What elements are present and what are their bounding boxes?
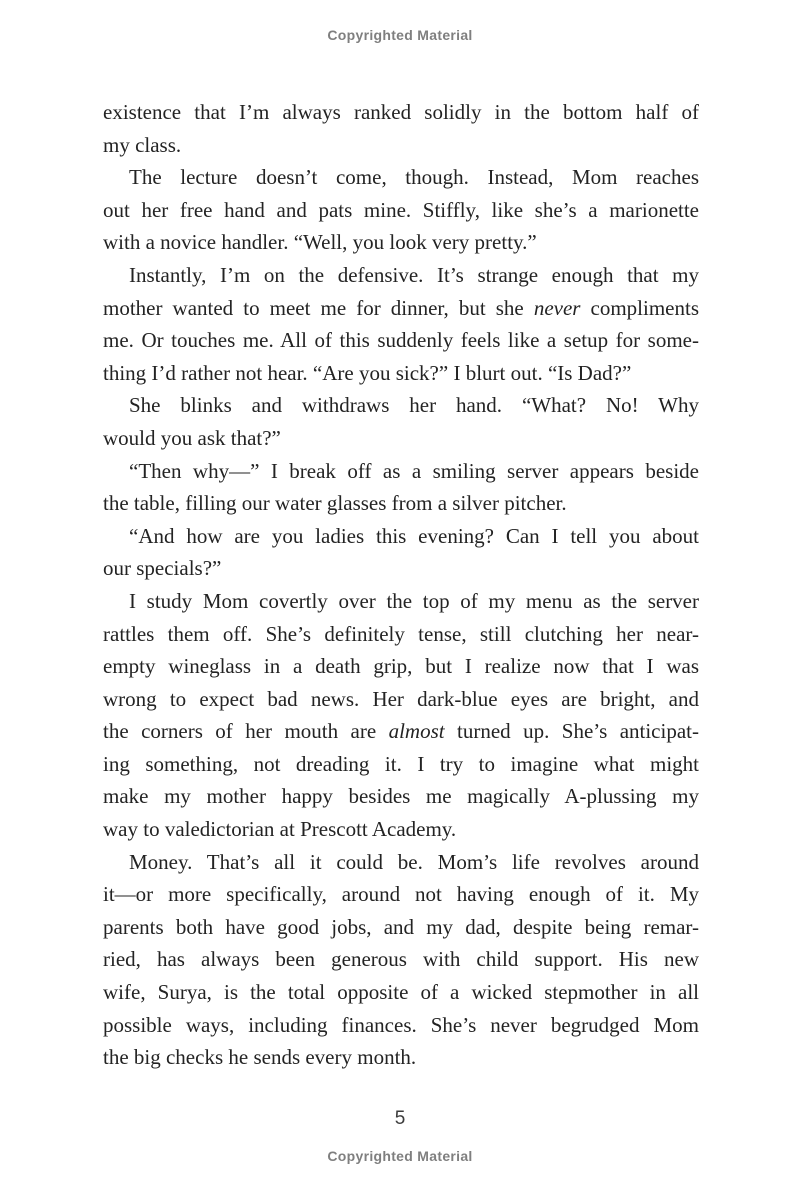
text-line xyxy=(103,324,699,357)
text-run: it—or more specifically, around not having enough of it. My xyxy=(103,882,699,907)
bottom-copyright-notice: Copyrighted Material xyxy=(327,1148,473,1164)
italic-text-run: almost xyxy=(388,719,445,744)
text-run: our specials?” xyxy=(103,556,222,581)
text-run: ried, has always been generous with child support. His new xyxy=(103,947,699,972)
text-run: ing something, not dreading it. I try to imagine what might xyxy=(103,751,699,776)
text-line xyxy=(103,520,699,553)
top-copyright-notice: Copyrighted Material xyxy=(327,27,473,43)
text-line xyxy=(103,96,699,129)
text-line xyxy=(103,911,699,944)
text-run: existence that I’m always ranked solidly in the bottom half of xyxy=(103,100,699,124)
text-line xyxy=(103,846,699,879)
text-line xyxy=(103,455,699,488)
text-run: She blinks and withdraws her hand. “What? No! Why xyxy=(129,393,699,418)
text-run: would you ask that?” xyxy=(103,425,281,450)
text-line xyxy=(103,129,699,162)
text-line xyxy=(103,943,699,976)
text-run: turned up. She’s anticipat- xyxy=(444,719,699,744)
text-run: compliments xyxy=(580,295,699,320)
text-line xyxy=(103,226,699,259)
text-run: way to valedictorian at Prescott Academy. xyxy=(103,817,457,842)
text-line xyxy=(103,748,699,781)
text-line xyxy=(103,878,699,911)
text-line xyxy=(103,259,699,292)
text-line xyxy=(103,1041,699,1074)
text-run: I study Mom covertly over the top of my menu as the server xyxy=(129,588,699,613)
text-line xyxy=(103,161,699,194)
text-run: possible ways, including finances. She’s never begrudged Mom xyxy=(103,1012,699,1037)
text-run: rattles them off. She’s definitely tense, still clutching her near- xyxy=(103,621,699,646)
text-run: “And how are you ladies this evening? Can I tell you about xyxy=(129,523,699,548)
page-number: 5 xyxy=(394,1108,406,1129)
text-run: with a novice handler. “Well, you look very pretty.” xyxy=(103,230,537,255)
text-line xyxy=(103,487,699,520)
text-line xyxy=(103,357,699,390)
text-run: Instantly, I’m on the defensive. It’s strange enough that my xyxy=(129,262,699,287)
text-line xyxy=(103,585,699,618)
text-line xyxy=(103,976,699,1009)
text-run: thing I’d rather not hear. “Are you sick?” I blurt out. “Is Dad?” xyxy=(103,360,632,385)
text-line xyxy=(103,552,699,585)
text-line xyxy=(103,813,699,846)
text-run: “Then why—” I break off as a smiling server appears beside xyxy=(129,458,699,483)
text-run: my class. xyxy=(103,132,182,157)
text-line xyxy=(103,618,699,651)
italic-text-run: never xyxy=(533,295,581,320)
text-run: me. Or touches me. All of this suddenly feels like a setup for some- xyxy=(103,328,699,353)
text-line xyxy=(103,715,699,748)
text-run: make my mother happy besides me magically A-plussing my xyxy=(103,784,699,809)
text-run: out her free hand and pats mine. Stiffly, like she’s a marionette xyxy=(103,197,699,222)
text-line xyxy=(103,780,699,813)
text-line xyxy=(103,194,699,227)
text-line xyxy=(103,1009,699,1042)
text-line xyxy=(103,292,699,325)
text-run: mother wanted to meet me for dinner, but she xyxy=(103,295,534,320)
text-run: the table, filling our water glasses from a silver pitcher. xyxy=(103,491,567,516)
text-run: the corners of her mouth are xyxy=(103,719,389,744)
text-run: parents both have good jobs, and my dad, despite being remar- xyxy=(103,914,699,939)
text-run: The lecture doesn’t come, though. Instead, Mom reaches xyxy=(129,165,699,190)
text-line xyxy=(103,389,699,422)
text-line xyxy=(103,683,699,716)
text-run: the big checks he sends every month. xyxy=(103,1045,417,1070)
text-line xyxy=(103,650,699,683)
text-block xyxy=(103,96,699,1074)
text-run: wrong to expect bad news. Her dark-blue eyes are bright, and xyxy=(103,686,699,711)
text-run: wife, Surya, is the total opposite of a wicked stepmother in all xyxy=(103,980,699,1005)
text-run: Money. That’s all it could be. Mom’s life revolves around xyxy=(129,849,699,874)
text-line xyxy=(103,422,699,455)
text-run: empty wineglass in a death grip, but I realize now that I was xyxy=(103,654,699,679)
